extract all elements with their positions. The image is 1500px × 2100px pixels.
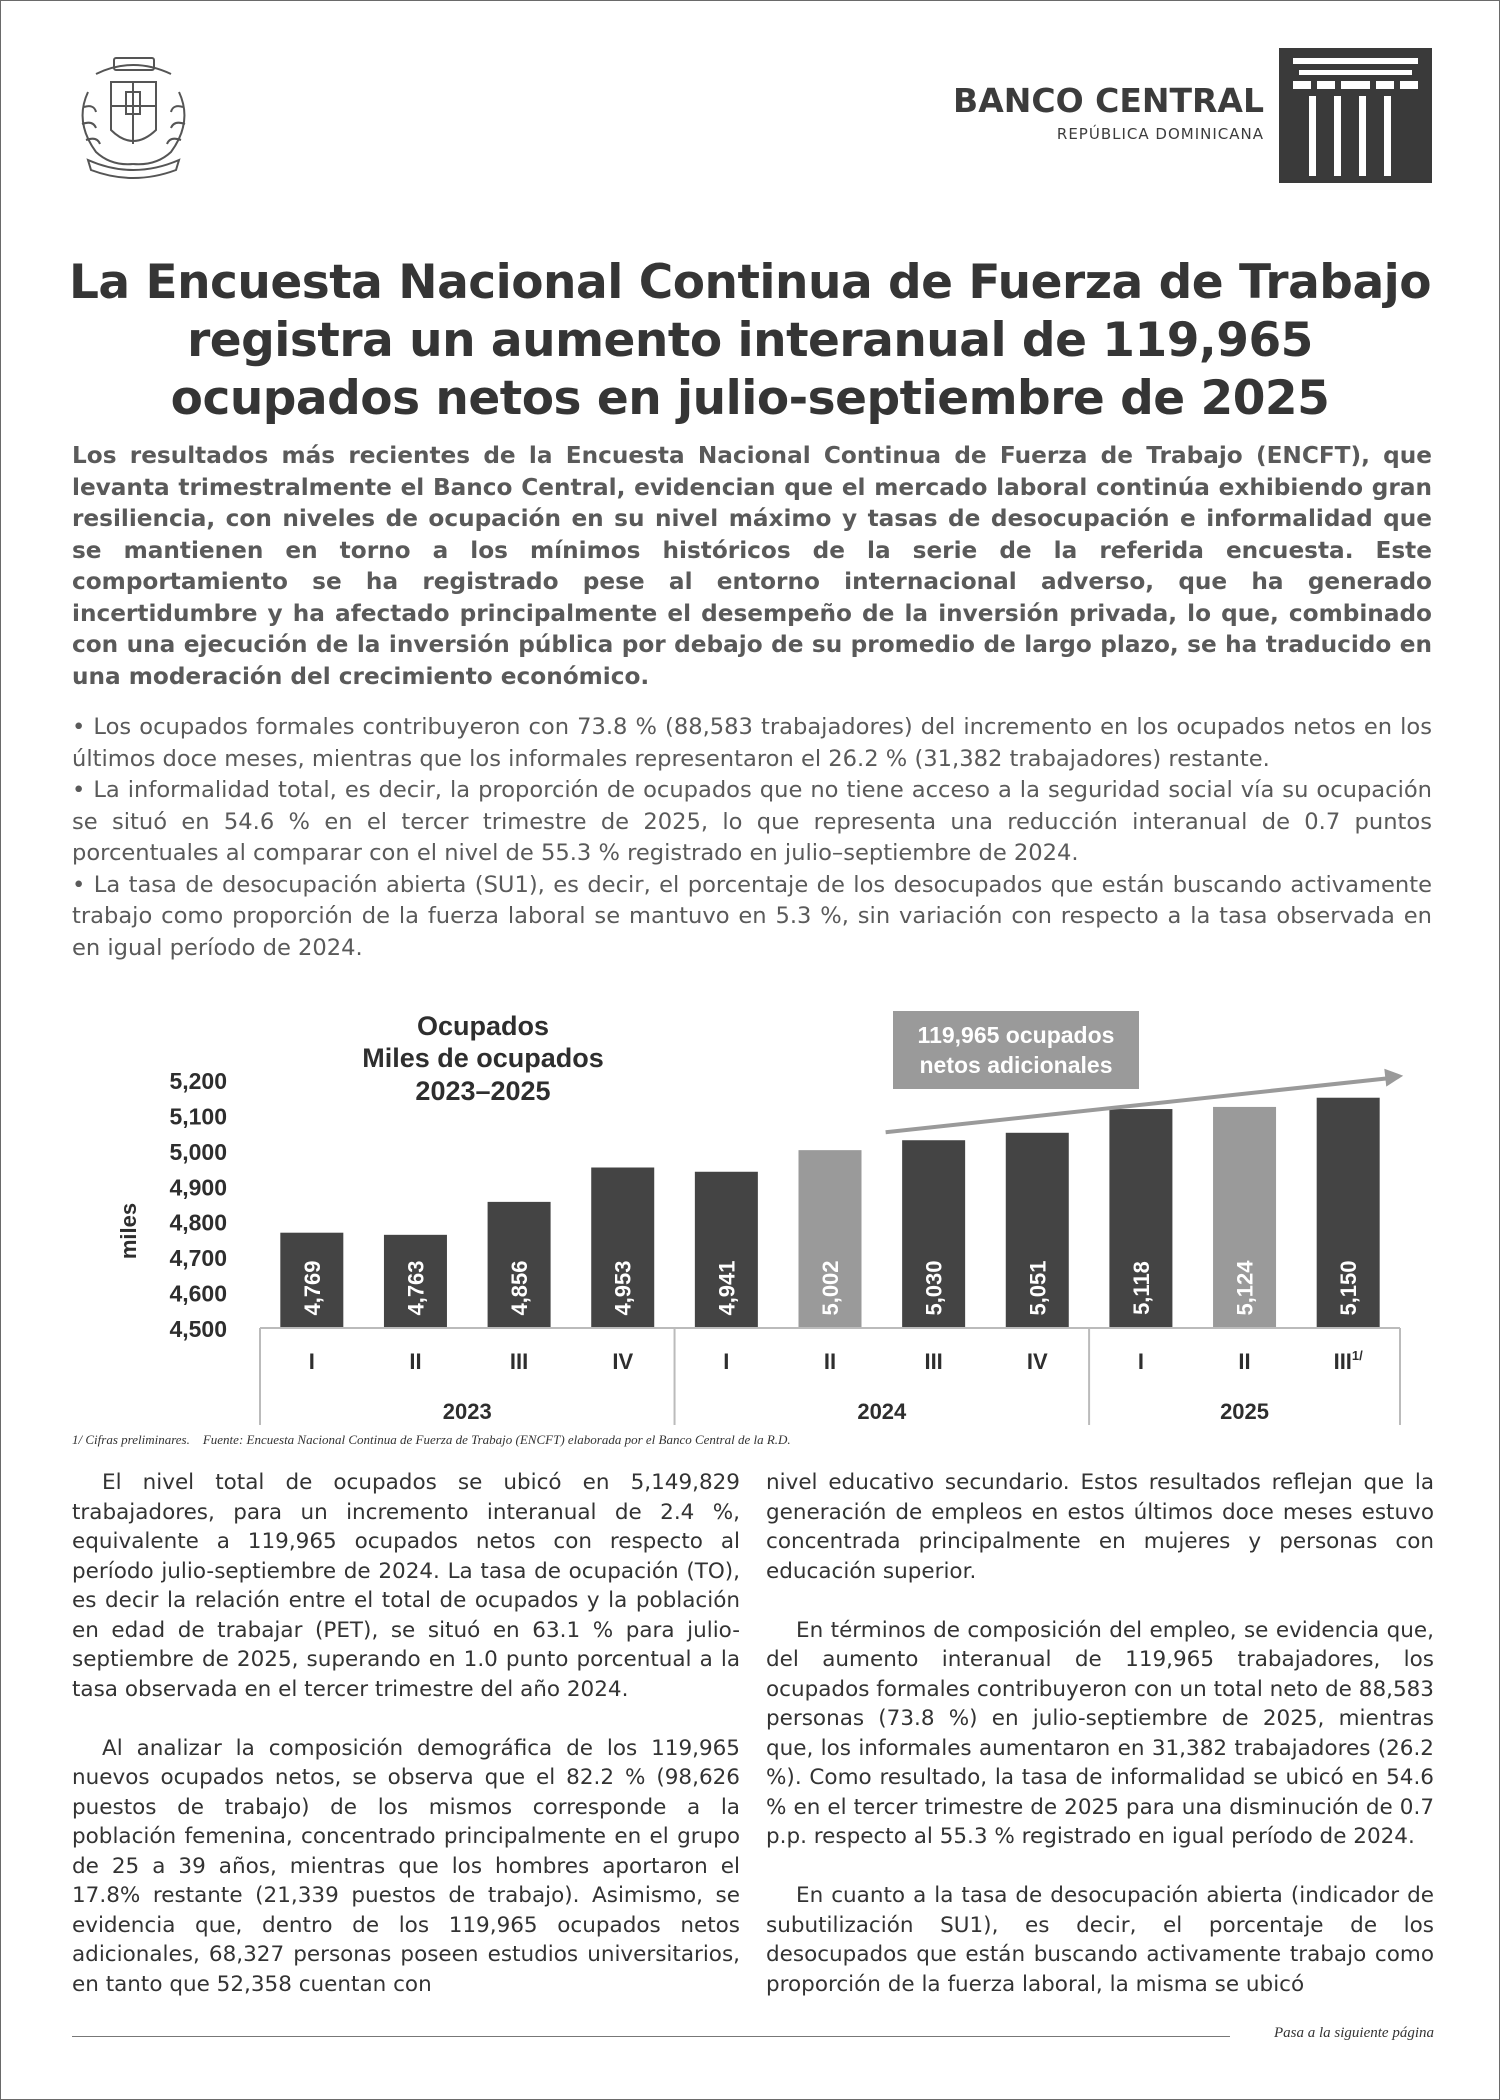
bullet-list xyxy=(72,712,1432,964)
body-column-left xyxy=(72,1468,740,2029)
coat-of-arms-icon xyxy=(66,52,201,182)
brand-subtitle: REPÚBLICA DOMINICANA xyxy=(1056,125,1264,143)
x-tick-label: I xyxy=(1137,1349,1144,1374)
x-tick-label: I xyxy=(308,1349,315,1374)
brand-wordmark xyxy=(953,81,1264,143)
body-paragraph: En cuanto a la tasa de desocupación abierta (indicador de subutilización SU1), es decir, el porcentaje de los desocupados que están buscando activamente trabajo como proporción de la fuerza laboral, la misma se ubicó xyxy=(766,1883,1434,1997)
x-tick-label: II xyxy=(1238,1349,1251,1374)
y-tick-label: 5,000 xyxy=(169,1138,227,1165)
chart-title: Ocupados xyxy=(416,1011,550,1041)
body-paragraph: El nivel total de ocupados se ubicó en 5,149,829 trabajadores, para un incremento interanual de 2.4 %, equivalente a 119,965 ocupados netos con respecto al período julio-septiembre de 2024. La tasa de ocupación (TO), es decir la relación entre el total de ocupados y la población en edad de trabajar (PET), se situó en 63.1 % para julio-septiembre de 2025, superando en 1.0 punto porcentual a la tasa observada en el tercer trimestre del año 2024. xyxy=(72,1470,740,1702)
bar-value-label: 4,763 xyxy=(403,1260,429,1316)
y-tick-label: 5,100 xyxy=(169,1103,227,1130)
annotation-text: netos adicionales xyxy=(919,1052,1113,1078)
x-tick-label: I xyxy=(723,1349,730,1374)
bar-value-label: 4,953 xyxy=(610,1260,636,1316)
x-tick-label: $III^{1/}$ xyxy=(1333,1348,1363,1374)
body-paragraph: nivel educativo secundario. Estos resultados reflejan que la generación de empleos en estos últimos doce meses estuvo concentrada principalmente en mujeres y personas con educación superior. xyxy=(766,1470,1434,1584)
y-tick-label: 4,900 xyxy=(169,1174,227,1201)
x-tick-label: II xyxy=(823,1349,837,1374)
bar-value-label: 5,118 xyxy=(1128,1261,1154,1315)
chart-title: Miles de ocupados xyxy=(362,1043,604,1073)
banco-central-logo-icon xyxy=(1279,48,1432,183)
bar-value-label: 4,769 xyxy=(299,1260,325,1316)
bar-value-label: 5,002 xyxy=(818,1260,843,1316)
y-tick-label: 4,800 xyxy=(169,1209,227,1236)
x-tick-label: III xyxy=(509,1349,529,1374)
bar-value-label: 5,150 xyxy=(1336,1260,1362,1316)
y-tick-label: 4,700 xyxy=(169,1245,227,1272)
y-axis-label: miles xyxy=(116,1202,141,1260)
bullet-item: • Los ocupados formales contribuyeron con 73.8 % (88,583 trabajadores) del incremento en los ocupados netos en los últimos doce meses, mientras que los informales representaron el 26.2 % (31,382 trabajadores) restante. xyxy=(72,714,1432,772)
headline: La Encuesta Nacional Continua de Fuerza de Trabajo registra un aumento interanual de 119,965 ocupados netos en julio-septiembre de 2025 xyxy=(68,255,1432,426)
y-tick-label: 5,200 xyxy=(169,1068,227,1094)
lead-paragraph: Los resultados más recientes de la Encuesta Nacional Continua de Fuerza de Trabajo (ENCFT), que levanta trimestralmente el Banco Central, evidencian que el mercado laboral continúa exhibiendo gran resiliencia, con niveles de ocupación en su nivel máximo y tasas de desocupación e informalidad que se mantienen en torno a los mínimos históricos de la serie de la referida encuesta. Este comportamiento se ha registrado pese al entorno internacional adverso, que ha generado incertidumbre y ha afectado principalmente el desempeño de la inversión privada, lo que, combinado con una ejecución de la inversión pública por debajo de su promedio de largo plazo, se ha traducido en una moderación del crecimiento económico. xyxy=(72,442,1432,690)
x-tick-label: III xyxy=(924,1349,943,1374)
brand-name: BANCO CENTRAL xyxy=(953,81,1264,120)
year-label: 2023 xyxy=(442,1399,492,1424)
bar-value-label: 5,124 xyxy=(1232,1260,1258,1316)
trend-arrow-head xyxy=(1384,1069,1403,1087)
footer-rule xyxy=(72,2036,1230,2037)
next-page-note: Pasa a la siguiente página xyxy=(1274,2025,1434,2041)
y-tick-label: 4,600 xyxy=(169,1280,227,1307)
x-tick-label: II xyxy=(409,1349,422,1374)
year-label: 2024 xyxy=(857,1399,907,1424)
bar-value-label: 4,941 xyxy=(714,1260,740,1316)
employment-bar-chart xyxy=(100,1005,1420,1435)
bar-value-label: 5,030 xyxy=(921,1260,947,1316)
body-column-right xyxy=(766,1468,1434,2029)
annotation-text: 119,965 ocupados xyxy=(917,1022,1115,1048)
bullet-item: • La informalidad total, es decir, la proporción de ocupados que no tiene acceso a la seguridad social vía su ocupación se situó en 54.6 % en el tercer trimestre de 2025, lo que representa una reducción interanual de 0.7 puntos porcentuales al comparar con el nivel de 55.3 % registrado en julio–septiembre de 2024. xyxy=(72,777,1432,866)
bullet-item: • La tasa de desocupación abierta (SU1), es decir, el porcentaje de los desocupados que están buscando activamente trabajo como proporción de la fuerza laboral se mantuvo en 5.3 %, sin variación con respecto a la tasa observada en en igual período de 2024. xyxy=(72,871,1432,961)
y-tick-label: 4,500 xyxy=(169,1316,227,1342)
body-paragraph: Al analizar la composición demográfica de los 119,965 nuevos ocupados netos, se observa que el 82.2 % (98,626 puestos de trabajo) de los mismos corresponde a la población femenina, concentrado principalmente en el grupo de 25 a 39 años, mientras que los hombres aportaron el 17.8% restante (21,339 puestos de trabajo). Asimismo, se evidencia que, dentro de los 119,965 ocupados netos adicionales, 68,327 personas poseen estudios universitarios, en tanto que 52,358 cuentan con xyxy=(72,1735,740,1997)
bar-value-label: 4,856 xyxy=(507,1260,533,1316)
year-label: 2025 xyxy=(1220,1399,1270,1424)
bar-value-label: 5,051 xyxy=(1025,1260,1051,1316)
x-tick-label: IV xyxy=(1026,1349,1048,1374)
body-paragraph: En términos de composición del empleo, se evidencia que, del aumento interanual de 119,965 trabajadores, los ocupados formales contribuyeron con un total neto de 88,583 personas (73.8 %) en julio-septiembre de 2025, mientras que, los informales aumentaron en 31,382 trabajadores (26.2 %). Como resultado, la tasa de informalidad se ubicó en 54.6 % en el tercer trimestre de 2025 para una disminución de 0.7 p.p. respecto al 55.3 % registrado en igual período de 2024. xyxy=(766,1617,1434,1849)
chart-footnote: 1/ Cifras preliminares. Fuente: Encuesta Nacional Continua de Fuerza de Trabajo (ENCFT) elaborada por el Banco Central de la R.D. xyxy=(72,1432,791,1447)
chart-title: 2023–2025 xyxy=(415,1076,551,1106)
x-tick-label: IV xyxy=(612,1349,634,1374)
